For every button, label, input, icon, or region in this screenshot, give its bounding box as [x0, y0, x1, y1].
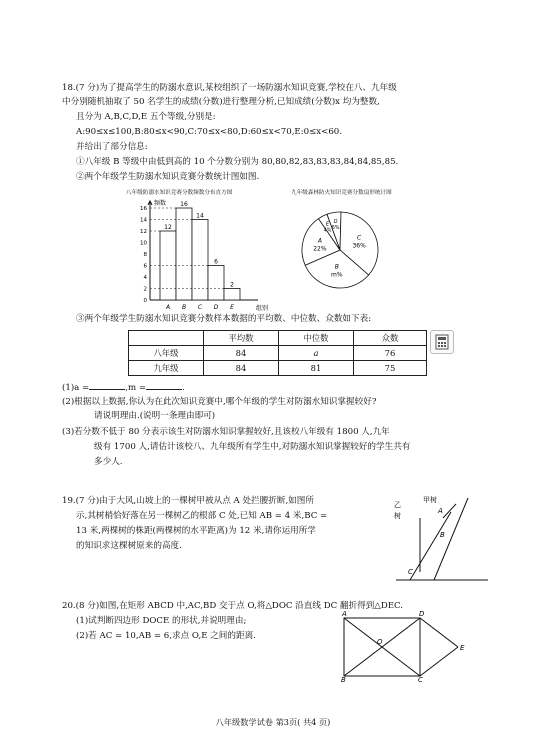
histogram-bar: [224, 289, 240, 301]
vertex-a-label: A: [342, 610, 347, 618]
bar-data-label: 12: [164, 224, 172, 231]
vertex-d-label: D: [419, 610, 425, 618]
table-cell: 81: [279, 361, 354, 376]
pie-slice-value: 6%: [331, 224, 340, 231]
table-row: [129, 361, 427, 376]
table-cell: 84: [204, 361, 279, 376]
table-header-cell: 众数: [354, 331, 427, 346]
tree-a-label: 甲树: [423, 496, 437, 504]
q18-line-5: 并给出了部分信息:: [76, 142, 148, 152]
table-header-cell: [129, 331, 204, 346]
vertex-b-label: B: [341, 676, 346, 682]
x-axis-label: 组别: [256, 305, 269, 312]
histogram-bar: [176, 208, 192, 300]
category-label: B: [181, 304, 187, 311]
vertex-c-label: C: [418, 676, 423, 682]
pie-slice-value: 4%: [323, 227, 332, 234]
pie-title: 九年级森林防火知识竞赛分数扇形统计图: [291, 190, 392, 196]
table-cell: 76: [354, 346, 427, 361]
y-tick-label: 0: [143, 298, 147, 304]
q18-sub-3c: 多少人.: [94, 457, 123, 467]
calculator-icon[interactable]: [430, 330, 454, 354]
bar-data-label: 14: [196, 212, 204, 220]
histogram-chart: [130, 196, 280, 314]
q20-line-3: (2)若 AC = 10,AB = 6,求点 O,E 之间的距离.: [76, 631, 256, 641]
q18-sub-2b: 请说明理由.(说明一条理由即可): [94, 411, 216, 421]
y-axis-label: 频数: [154, 200, 167, 207]
pie-slice-value: m%: [331, 271, 343, 279]
q19-line-1: 19.(7 分)由于大风,山坡上的一棵树甲被从点 A 处拦腰折断,如图所: [62, 496, 314, 506]
pie-slice-value: 36%: [352, 242, 366, 250]
q18-line-2: 中分别随机抽取了 50 名学生的成绩(分数)进行整理分析,已知成绩(分数)x 均为整数,: [62, 97, 380, 107]
category-label: A: [165, 304, 171, 311]
category-label: D: [213, 304, 219, 311]
q20-line-2: (1)试判断四边形 DOCE 的形状,并说明理由;: [76, 616, 247, 626]
pie-slice-value: 22%: [313, 245, 327, 253]
bar-data-label: 16: [180, 201, 188, 208]
histogram-bar: [208, 266, 224, 301]
tree-b-label-2: 树: [394, 512, 401, 520]
answer-blank-a[interactable]: [89, 380, 125, 390]
table-cell: 九年级: [129, 361, 204, 376]
point-b-label: B: [440, 531, 445, 539]
q18-line-7: ②两个年级学生防溺水知识竞赛分数统计图如图.: [76, 172, 260, 182]
q18-sub-3b: 级有 1700 人,请估计该校八、九年级所有学生中,对防溺水知识掌握较好的学生共有: [94, 442, 411, 452]
table-cell: 八年级: [129, 346, 204, 361]
bar-data-label: 6: [214, 258, 218, 266]
category-label: E: [230, 304, 234, 311]
q19-line-4: 的知识求这棵树原来的高度.: [76, 541, 182, 551]
q18-sub-2a: (2)根据以上数据,你认为在此次知识竞赛中,哪个年级的学生对防溺水知识掌握较好?: [62, 397, 377, 407]
page-footer: 八年级数学试卷 第3页( 共4 页): [215, 717, 331, 727]
pie-slice-label: D: [333, 218, 338, 225]
point-e-label: E: [460, 644, 465, 652]
bar-data-label: 2: [230, 281, 234, 289]
y-tick-label: 2: [143, 286, 147, 293]
statistics-table: [128, 330, 427, 376]
y-tick-label: 14: [140, 217, 147, 224]
q19-line-2: 示,其树梢恰好落在另一棵树乙的根部 C 处,已知 AB = 4 米,BC =: [76, 511, 328, 521]
y-tick-label: 6: [143, 263, 147, 270]
table-cell: a: [279, 346, 354, 361]
q18-line-6: ①八年级 B 等级中由低到高的 10 个分数分别为 80,80,82,83,83,83,84,84,85,85.: [76, 157, 399, 167]
y-tick-label: 10: [140, 240, 147, 247]
point-c-label: C: [408, 568, 413, 576]
point-a-label: A: [438, 507, 443, 515]
q18-line-8: ③两个年级学生防溺水知识竞赛分数样本数据的平均数、中位数、众数如下表:: [76, 314, 372, 324]
q18-sub-1: (1)a = ,m = .: [62, 380, 185, 394]
answer-blank-m[interactable]: [146, 380, 182, 390]
pie-slice-label: E: [325, 221, 330, 228]
category-label: C: [197, 304, 203, 311]
y-tick-label: 4: [143, 275, 147, 281]
q18-line-1: 18.(7 分)为了提高学生的防溺水意识,某校组织了一场防溺水知识竞赛,学校在八、九年级: [62, 83, 397, 93]
q19-line-3: 13 米,两棵树的株距(两棵树的水平距离)为 12 米,请你运用所学: [76, 526, 316, 536]
pie-slice-label: A: [317, 237, 322, 245]
point-o-label: O: [377, 638, 383, 646]
table-header-cell: 平均数: [204, 331, 279, 346]
pie-slice-label: C: [357, 234, 362, 242]
table-cell: 84: [204, 346, 279, 361]
rectangle-figure: [336, 608, 476, 682]
table-header-cell: 中位数: [279, 331, 354, 346]
histogram-bar: [192, 220, 208, 301]
table-row: [129, 346, 427, 361]
tree-figure: [390, 492, 492, 588]
table-header-row: [129, 331, 427, 346]
q18-line-3: 且分为 A,B,C,D,E 五个等级,分别是:: [76, 112, 216, 122]
pie-chart: [300, 206, 400, 296]
q18-sub-3a: (3)若分数不低于 80 分表示该生对防溺水知识掌握较好,且该校八年级有 1800 人,九年: [62, 427, 390, 437]
q20-line-1: 20.(8 分)如图,在矩形 ABCD 中,AC,BD 交于点 O,将△DOC 沿直线 DC 翻折得到△DEC.: [62, 601, 404, 611]
pie-slice-label: B: [334, 263, 339, 271]
y-tick-label: 8: [143, 252, 147, 258]
tree-b-label-1: 乙: [394, 501, 401, 509]
table-cell: 75: [354, 361, 427, 376]
y-tick-label: 16: [140, 206, 147, 212]
y-tick-label: 12: [140, 229, 147, 235]
q18-line-4: A:90≤x≤100,B:80≤x<90,C:70≤x<80,D:60≤x<70,E:0≤x<60.: [76, 127, 342, 137]
histogram-title: 八年级防溺水知识竞赛分数频数分布直方图: [126, 190, 233, 196]
